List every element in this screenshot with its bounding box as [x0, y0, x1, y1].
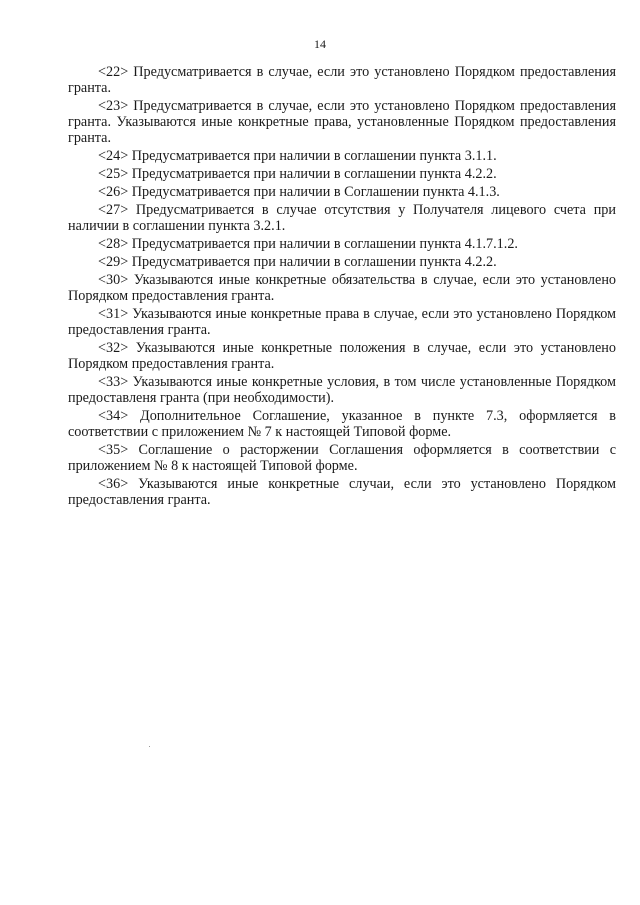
- footnotes-list: [68, 64, 616, 510]
- footnote-28: <28> Предусматривается при наличии в соглашении пункта 4.1.7.1.2.: [98, 236, 518, 252]
- footnote-30: <30> Указываются иные конкретные обязательства в случае, если это установлено Порядком предоставления гранта.: [68, 272, 616, 304]
- footnote-33: <33> Указываются иные конкретные условия, в том числе установленные Порядком предоставленя гранта (при необходимости).: [68, 374, 616, 406]
- footnote-32: <32> Указываются иные конкретные положения в случае, если это установлено Порядком предоставления гранта.: [68, 340, 616, 372]
- page-number: 14: [314, 37, 326, 51]
- footnote-29: <29> Предусматривается при наличии в соглашении пункта 4.2.2.: [98, 254, 497, 270]
- footnote-26: <26> Предусматривается при наличии в Соглашении пункта 4.1.3.: [98, 184, 500, 200]
- footnote-31: <31> Указываются иные конкретные права в случае, если это установлено Порядком предоставления гранта.: [68, 306, 616, 338]
- scan-speck: [149, 746, 150, 747]
- footnote-22: <22> Предусматривается в случае, если это установлено Порядком предоставления гранта.: [68, 64, 616, 96]
- footnote-24: <24> Предусматривается при наличии в соглашении пункта 3.1.1.: [98, 148, 497, 164]
- footnote-25: <25> Предусматривается при наличии в соглашении пункта 4.2.2.: [98, 166, 497, 182]
- footnote-23: <23> Предусматривается в случае, если это установлено Порядком предоставления гранта. Указываются иные конкретные права, установленные Порядком предоставления гранта.: [68, 98, 616, 146]
- footnote-27: <27> Предусматривается в случае отсутствия у Получателя лицевого счета при наличии в соглашении пункта 3.2.1.: [68, 202, 616, 234]
- footnote-35: <35> Соглашение о расторжении Соглашения оформляется в соответствии с приложением № 8 к настоящей Типовой форме.: [68, 442, 616, 474]
- footnote-36: <36> Указываются иные конкретные случаи, если это установлено Порядком предоставления гранта.: [68, 476, 616, 508]
- footnote-34: <34> Дополнительное Соглашение, указанное в пункте 7.3, оформляется в соответствии с приложением № 7 к настоящей Типовой форме.: [68, 408, 616, 440]
